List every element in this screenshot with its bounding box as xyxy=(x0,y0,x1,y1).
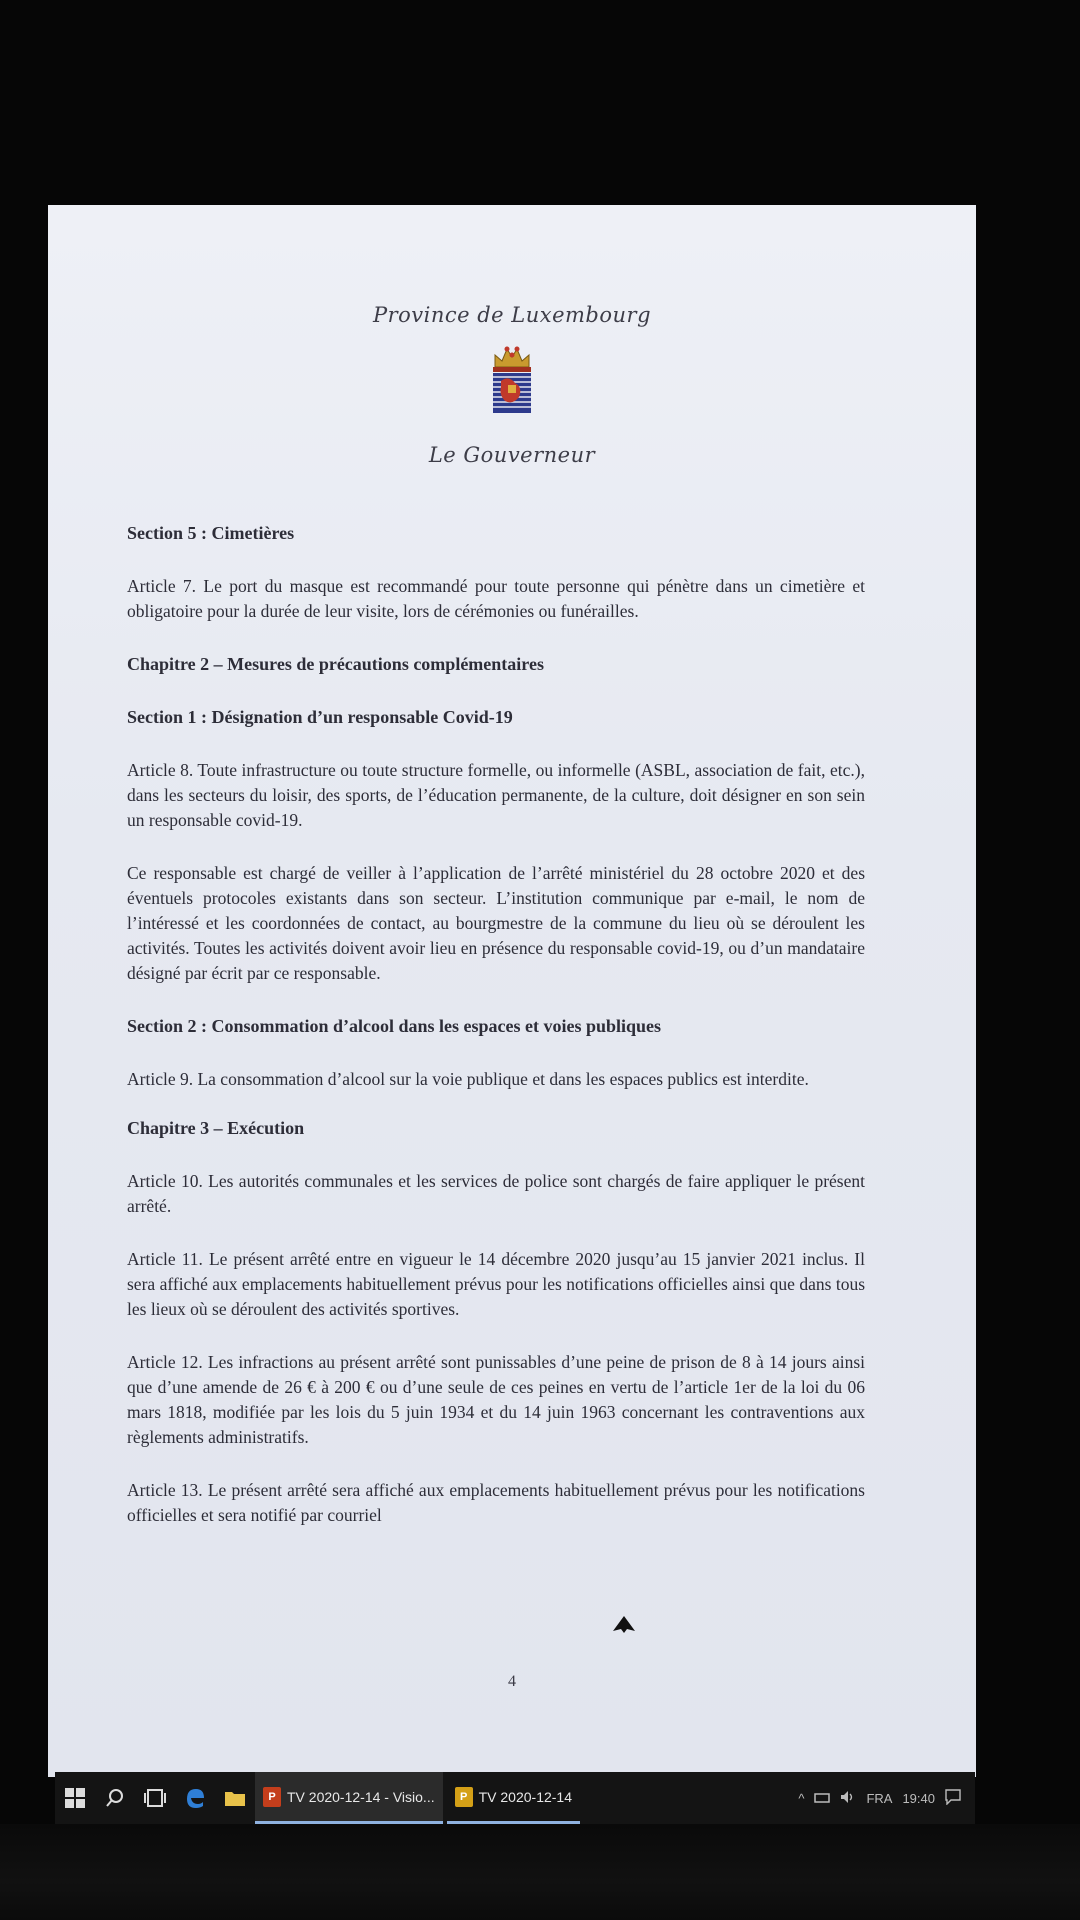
chevron-up-icon[interactable]: ^ xyxy=(798,1790,805,1806)
taskbar-app-presentation[interactable] xyxy=(447,1772,580,1824)
letterhead xyxy=(48,303,976,467)
letterhead-province: Province de Luxembourg xyxy=(372,303,652,327)
chapter-heading: Chapitre 2 – Mesures de précautions complémentaires xyxy=(127,654,544,674)
notifications-icon[interactable] xyxy=(945,1789,961,1808)
document-body xyxy=(127,521,865,1528)
chapter-heading: Chapitre 3 – Exécution xyxy=(127,1118,305,1138)
monitor-bezel xyxy=(0,1824,1080,1920)
edge-browser-icon[interactable] xyxy=(175,1772,215,1824)
letterhead-governor: Le Gouverneur xyxy=(428,443,596,467)
article-paragraph: Article 9. La consommation d’alcool sur la voie publique et dans les espaces publics est interdite. xyxy=(127,1069,809,1089)
monitor-screen xyxy=(48,205,976,1775)
section-heading: Section 5 : Cimetières xyxy=(127,523,295,543)
file-explorer-icon[interactable] xyxy=(215,1772,255,1824)
powerpoint-icon: P xyxy=(263,1787,281,1807)
volume-icon[interactable] xyxy=(840,1790,856,1807)
clock[interactable]: 19:40 xyxy=(902,1790,935,1806)
article-paragraph: Article 11. Le présent arrêté entre en vigueur le 14 décembre 2020 jusqu’au 15 janvier 2021 inclus. Il sera affiché aux emplacements habituellement prévus pour les notifications officielles ainsi que dans tous les lieux où se déroulent des activités sportives. xyxy=(127,1249,865,1319)
taskbar-app-label: TV 2020-12-14 xyxy=(478,1788,573,1805)
network-icon[interactable] xyxy=(814,1791,830,1806)
coat-of-arms-icon xyxy=(487,341,537,421)
search-icon[interactable] xyxy=(95,1772,135,1824)
article-paragraph: Article 8. Toute infrastructure ou toute structure formelle, ou informelle (ASBL, association de fait, etc.), dans les secteurs du loisir, des sports, de l’éducation permanente, de la culture, doit désigner en son sein un responsable covid-19. xyxy=(127,760,865,830)
mouse-cursor-icon xyxy=(611,1613,637,1635)
article-paragraph: Article 7. Le port du masque est recommandé pour toute personne qui pénètre dans un cimetière et obligatoire pour la durée de leur visite, lors de cérémonies ou funérailles. xyxy=(127,576,866,621)
section-heading: Section 2 : Consommation d’alcool dans les espaces et voies publiques xyxy=(127,1016,662,1036)
article-paragraph: Article 10. Les autorités communales et les services de police sont chargés de faire appliquer le présent arrêté. xyxy=(127,1171,865,1216)
presentation-icon: P xyxy=(455,1787,473,1807)
system-tray xyxy=(798,1789,975,1808)
windows-start-icon[interactable] xyxy=(55,1772,95,1824)
section-heading: Section 1 : Désignation d’un responsable Covid-19 xyxy=(127,707,513,727)
page-number: 4 xyxy=(508,1673,516,1690)
article-paragraph: Article 12. Les infractions au présent arrêté sont punissables d’une peine de prison de 8 à 14 jours ainsi que d’une amende de 26 € à 200 € ou d’une seule de ces peines en vertu de l’article 1er de la loi du 06 mars 1818, modifiée par les lois du 5 juin 1934 et du 14 juin 1963 concernant les contraventions aux règlements administratifs. xyxy=(127,1352,866,1447)
task-view-icon[interactable] xyxy=(135,1772,175,1824)
document-page xyxy=(48,205,976,1777)
windows-taskbar xyxy=(55,1772,975,1824)
taskbar-app-label: TV 2020-12-14 - Visio... xyxy=(287,1788,435,1805)
paragraph: Ce responsable est chargé de veiller à l’application de l’arrêté ministériel du 28 octobre 2020 et des éventuels protocoles existants dans son secteur. L’institution communique par e-mail, le nom de l’intéressé et les coordonnées de contact, au bourgmestre de la commune du lieu où se déroulent les activités. Toutes les activités doivent avoir lieu en présence du responsable covid-19, ou d’un mandataire désigné par écrit par ce responsable. xyxy=(127,863,865,983)
language-indicator[interactable]: FRA xyxy=(866,1790,893,1806)
taskbar-app-powerpoint[interactable] xyxy=(255,1772,443,1824)
article-paragraph: Article 13. Le présent arrêté sera affiché aux emplacements habituellement prévus pour les notifications officielles et sera notifié par courriel xyxy=(127,1480,865,1525)
